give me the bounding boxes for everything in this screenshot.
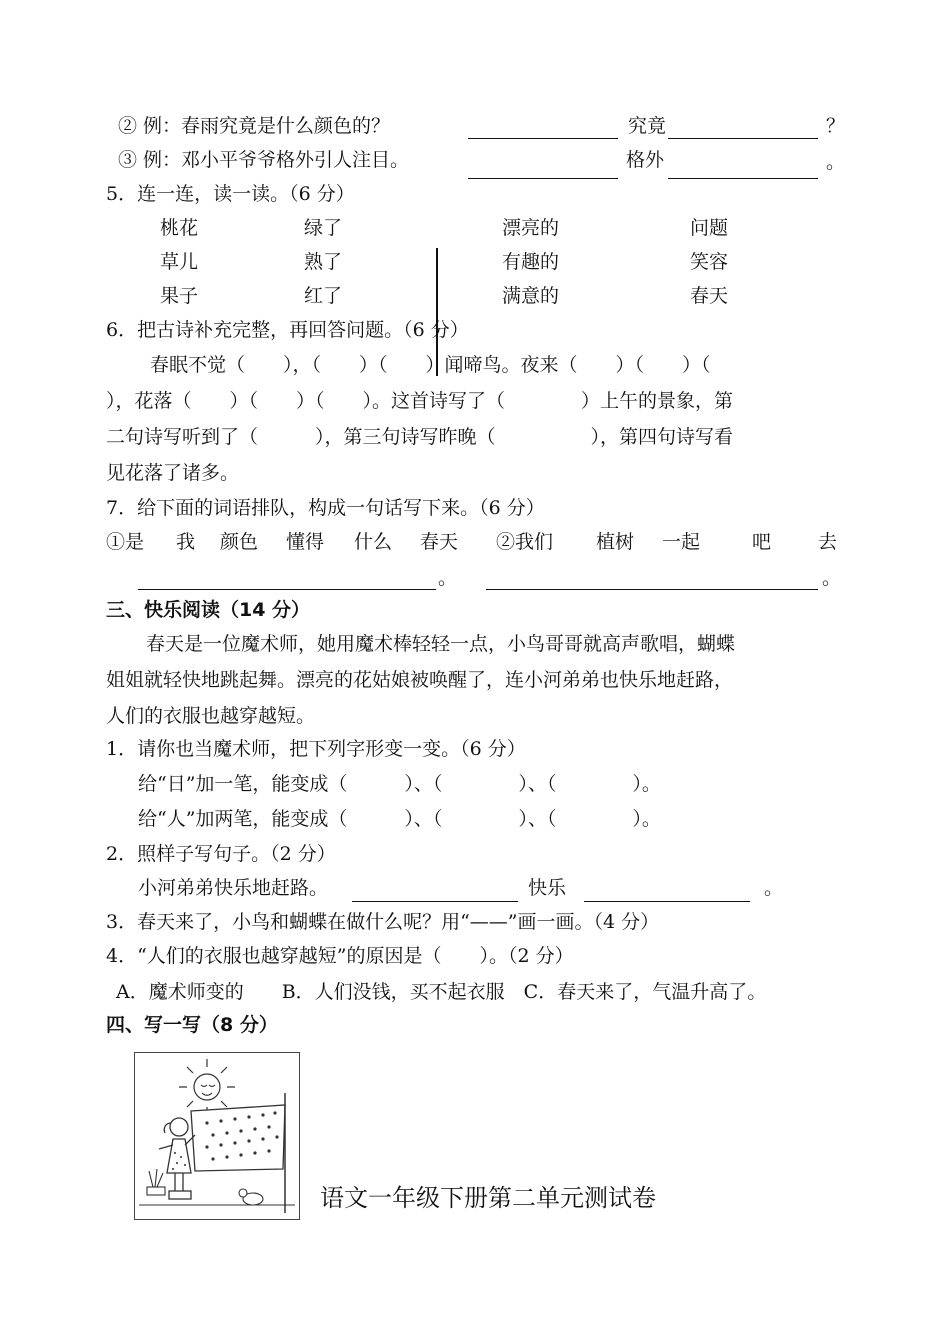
example-2-end: ？ [826,115,846,137]
word-item: 一起 [662,531,701,553]
word-item: ②我们 [496,531,554,553]
poem-question[interactable]: 二句诗写听到了（ ），第三句诗写昨晚（ ），第四句诗写看 [106,426,734,448]
match-item[interactable]: 草儿 [160,251,199,273]
answer-blank[interactable] [668,137,818,139]
answer-blank[interactable] [352,900,518,902]
section-4-heading: 四、写一写（8 分） [106,1014,278,1036]
question-2-end: 。 [764,877,784,899]
match-item[interactable]: 漂亮的 [502,217,560,239]
question-5-title: 5．连一连，读一读。（6 分） [106,183,355,205]
reading-paragraph: 春天是一位魔术师，她用魔术棒轻轻一点，小鸟哥哥就高声歌唱，蝴蝶 [146,633,736,655]
answer-blank[interactable] [468,177,618,179]
word-item: 吧 [752,531,772,553]
word-item: 什么 [354,531,393,553]
match-item[interactable]: 红了 [304,285,343,307]
question-3: 3．春天来了，小鸟和蝴蝶在做什么呢？用“——”画一画。（4 分） [106,911,660,933]
word-item: 植树 [596,531,635,553]
match-item[interactable]: 有趣的 [502,251,560,273]
reading-paragraph: 姐姐就轻快地跳起舞。漂亮的花姑娘被唤醒了，连小河弟弟也快乐地赶路， [106,669,734,691]
word-item: 我 [176,531,196,553]
example-2-text: ② 例：春雨究竟是什么颜色的？ [118,115,391,137]
word-item: 颜色 [220,531,259,553]
section-3-heading: 三、快乐阅读（14 分） [106,599,311,621]
question-1-a[interactable]: 给“日”加一笔，能变成（ ）、（ ）、（ ）。 [138,773,661,795]
example-3-text: ③ 例：邓小平爷爷格外引人注目。 [118,149,410,171]
word-item: ①是 [106,531,145,553]
answer-blank[interactable] [468,137,618,139]
example-3-word: 格外 [626,149,665,171]
word-item: 去 [818,531,838,553]
answer-blank[interactable] [668,177,818,179]
match-item[interactable]: 绿了 [304,217,343,239]
question-6-title: 6．把古诗补充完整，再回答问题。（6 分） [106,319,469,341]
question-2-word: 快乐 [528,877,567,899]
answer-blank[interactable] [584,900,750,902]
question-7-title: 7．给下面的词语排队，构成一句话写下来。（6 分） [106,497,545,519]
poem-line[interactable]: ），花落（ ）（ ）（ ）。这首诗写了（ ）上午的景象，第 [106,390,734,412]
document-title: 语文一年级下册第二单元测试卷 [320,1184,656,1212]
sentence-end: 。 [822,567,842,589]
question-1-b[interactable]: 给“人”加两笔，能变成（ ）、（ ）、（ ）。 [138,808,661,830]
poem-line[interactable]: 春眠不觉（ ），（ ）（ ）闻啼鸟。夜来（ ）（ ）（ [150,354,711,376]
word-item: 懂得 [286,531,325,553]
question-4[interactable]: 4．“人们的衣服也越穿越短”的原因是（ ）。（2 分） [106,945,574,967]
match-item[interactable]: 满意的 [502,285,560,307]
match-item[interactable]: 笑容 [690,251,729,273]
match-item[interactable]: 春天 [690,285,729,307]
sentence-end: 。 [438,567,458,589]
answer-blank[interactable] [138,588,436,590]
match-item[interactable]: 果子 [160,285,199,307]
question-1-title: 1．请你也当魔术师，把下列字形变一变。（6 分） [106,738,526,760]
question-2-example: 小河弟弟快乐地赶路。 [138,877,329,899]
example-2-word: 究竟 [628,115,667,137]
reading-paragraph: 人们的衣服也越穿越短。 [106,705,316,727]
word-item: 春天 [420,531,459,553]
match-item[interactable]: 问题 [690,217,729,239]
match-item[interactable]: 熟了 [304,251,343,273]
question-4-options[interactable]: A．魔术师变的 B．人们没钱，买不起衣服 C．春天来了，气温升高了。 [116,981,767,1003]
girl-drying-clothes-icon [134,1052,300,1220]
question-2-title: 2．照样子写句子。（2 分） [106,843,336,865]
answer-blank[interactable] [486,588,818,590]
match-item[interactable]: 桃花 [160,217,199,239]
poem-question: 见花落了诸多。 [106,462,240,484]
example-3-end: 。 [826,151,846,173]
